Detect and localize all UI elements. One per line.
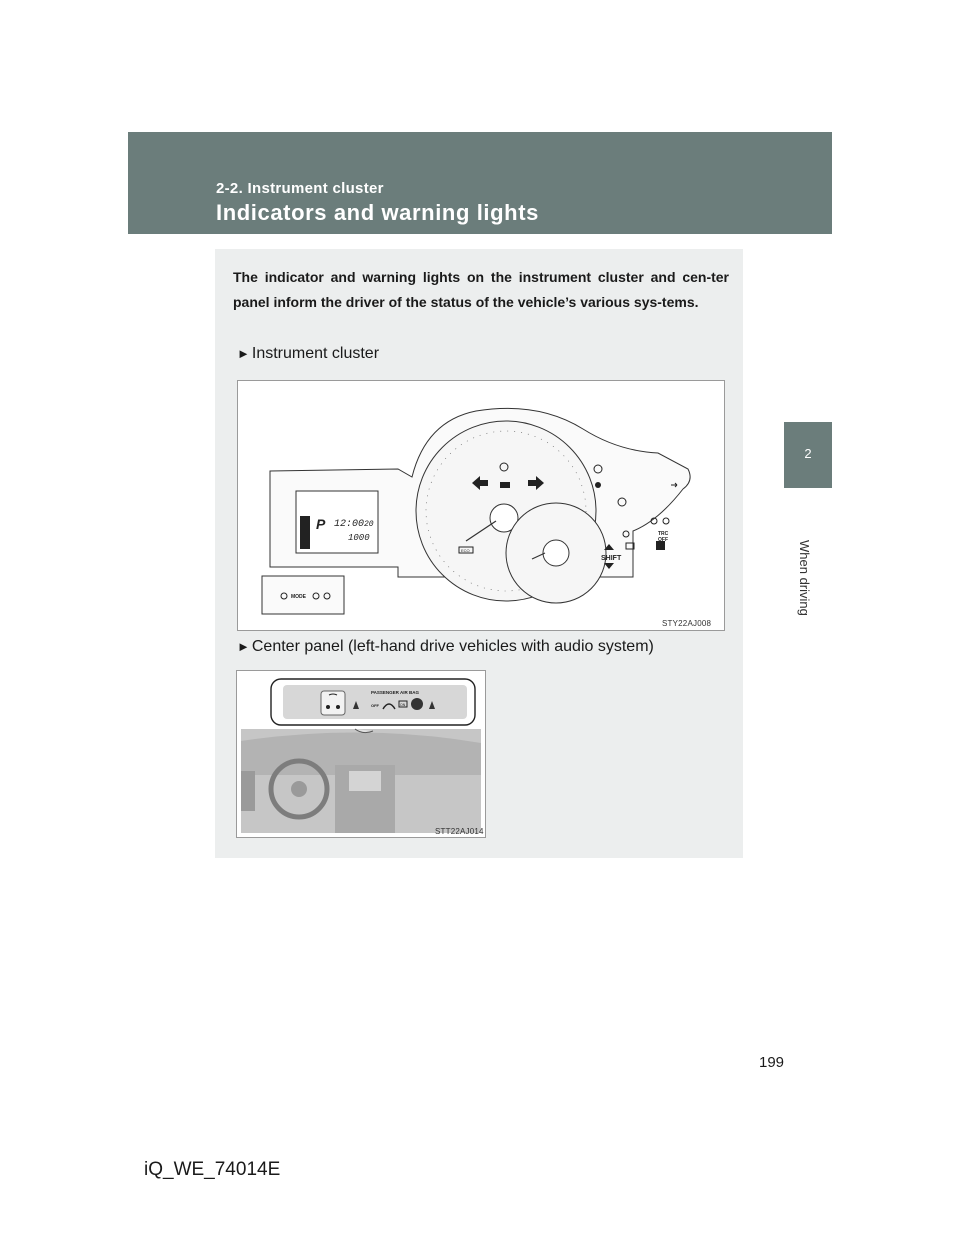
figure-code: STT22AJ014 <box>435 827 484 836</box>
triangle-bullet-icon: ► <box>237 639 250 654</box>
subheading-text: Instrument cluster <box>251 345 380 362</box>
chapter-number: 2 <box>804 446 812 461</box>
page-number: 199 <box>759 1054 785 1071</box>
eco-label: ECO <box>461 548 470 553</box>
document-code: iQ_WE_74014E <box>144 1159 281 1180</box>
figure-code: STY22AJ008 <box>662 619 712 628</box>
temp-display: 20 <box>364 520 374 529</box>
odometer-display: 1000 <box>348 533 370 543</box>
clock-display: 12:00 <box>334 519 365 530</box>
mode-label: MODE <box>291 594 306 600</box>
section-label: 2-2. Instrument cluster <box>216 180 384 197</box>
page-title: Indicators and warning lights <box>216 200 539 225</box>
shift-label: SHIFT <box>601 555 622 562</box>
gear-indicator: P <box>316 516 326 532</box>
center-panel-illustration <box>237 671 485 837</box>
airbag-label: PASSENGER AIR BAG <box>371 690 420 695</box>
triangle-bullet-icon: ► <box>237 346 250 361</box>
airbag-on-label: ON <box>400 703 406 707</box>
content-box <box>215 249 743 858</box>
subheading-instrument-cluster <box>237 345 379 363</box>
subheading-text: Center panel (left-hand drive vehicles with audio system) <box>251 638 654 655</box>
trc-off-label: OFF <box>658 537 668 543</box>
instrument-cluster-illustration <box>238 381 724 630</box>
chapter-label: When driving <box>797 540 812 616</box>
chapter-tab[interactable] <box>784 422 832 488</box>
center-panel-figure <box>236 670 486 838</box>
intro-paragraph: The indicator and warning lights on the instrument cluster and cen-ter panel inform the driver of the status of the vehicle’s various sys-tems. <box>233 269 729 310</box>
trc-label: TRC <box>658 531 669 537</box>
instrument-cluster-figure <box>237 380 725 631</box>
subheading-center-panel <box>237 638 654 656</box>
airbag-off-label: OFF <box>371 703 379 708</box>
header-band <box>128 132 832 234</box>
